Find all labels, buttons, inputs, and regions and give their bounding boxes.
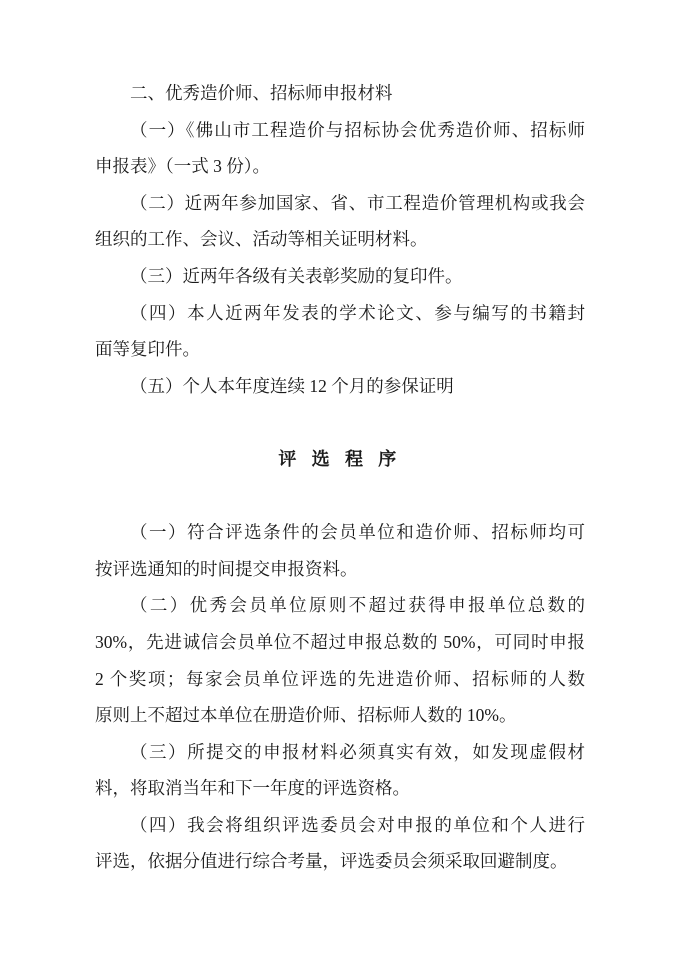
text-line: （四）本人近两年发表的学术论文、参与编写的书籍封 [130,302,585,323]
section-heading: 评 选 程 序 [278,448,402,469]
paragraph [95,75,585,112]
text-line: 组织的工作、会议、活动等相关证明材料。 [95,229,428,250]
text-line: （二）优秀会员单位原则不超过获得申报单位总数的 [130,595,585,616]
text-line: 原则上不超过本单位在册造价师、招标师人数的 10%。 [95,705,517,726]
text-line: 料，将取消当年和下一年度的评选资格。 [95,778,410,799]
document-body [95,75,585,880]
paragraph [95,587,585,733]
paragraph [95,734,585,807]
text-line: 2 个奖项；每家会员单位评选的先进造价师、招标师的人数 [95,668,585,689]
paragraph [95,295,585,368]
text-line: 二、优秀造价师、招标师申报材料 [130,83,393,103]
text-line: 按评选通知的时间提交申报资料。 [95,558,358,579]
text-line: （四）我会将组织评选委员会对申报的单位和个人进行 [130,814,585,835]
paragraph [95,258,585,295]
paragraph [95,112,585,185]
text-line: 30%，先进诚信会员单位不超过申报总数的 50%，可同时申报 [95,631,585,652]
text-line: （一）《佛山市工程造价与招标协会优秀造价师、招标师 [130,119,585,140]
text-line: （五）个人本年度连续 12 个月的参保证明 [130,375,454,396]
text-line: （一）符合评选条件的会员单位和造价师、招标师均可 [130,522,585,543]
text-line: 面等复印件。 [95,339,200,360]
text-line: （三）近两年各级有关表彰奖励的复印件。 [130,265,463,286]
paragraph [95,514,585,587]
paragraph [95,807,585,880]
text-line: 申报表》（一式 3 份）。 [95,156,270,177]
text-line: 评选，依据分值进行综合考量，评选委员会须采取回避制度。 [95,851,568,872]
paragraph [95,368,585,405]
text-line: （二）近两年参加国家、省、市工程造价管理机构或我会 [130,192,585,213]
text-line: （三）所提交的申报材料必须真实有效，如发现虚假材 [130,741,585,762]
paragraph [95,185,585,258]
